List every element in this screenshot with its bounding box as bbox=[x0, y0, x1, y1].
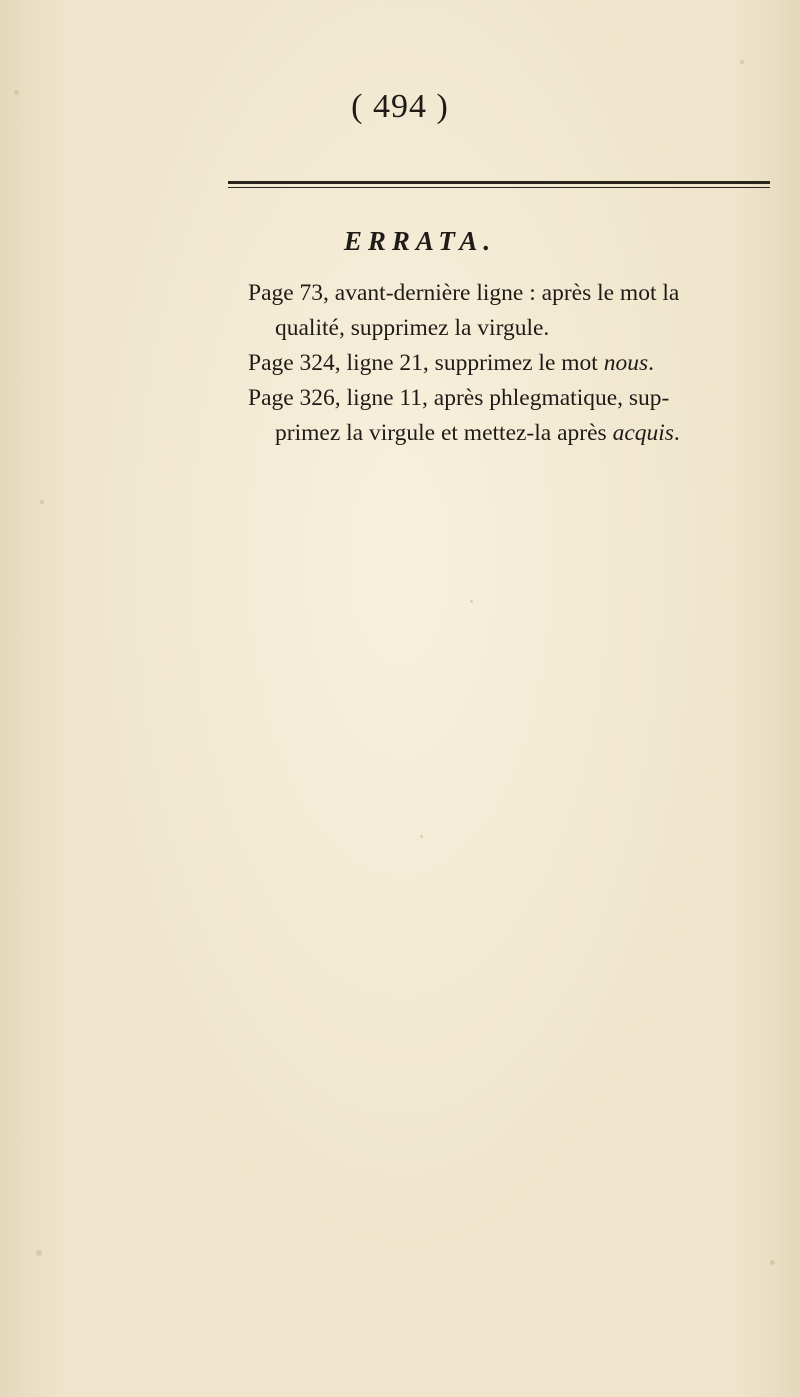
entry-line-text: primez la virgule et mettez-la après bbox=[275, 420, 613, 446]
errata-entry bbox=[248, 346, 778, 381]
paper-speck bbox=[740, 60, 744, 64]
errata-entry bbox=[248, 381, 778, 451]
paper-speck bbox=[770, 1260, 775, 1265]
entry-line-punct: . bbox=[673, 420, 680, 446]
entry-line: Page 326, ligne 11, après phlegmatique, sup- bbox=[248, 385, 670, 411]
paper-speck bbox=[420, 835, 423, 838]
entry-line-text: Page 324, ligne 21, supprimez le mot bbox=[248, 350, 604, 376]
paper-speck bbox=[40, 500, 44, 504]
entry-line: Page 73, avant-dernière ligne : après le mot la bbox=[248, 280, 680, 306]
paper-speck bbox=[36, 1250, 42, 1256]
errata-heading: ERRATA. bbox=[343, 226, 497, 256]
errata-list bbox=[248, 276, 778, 451]
paper-speck bbox=[470, 600, 473, 603]
double-rule bbox=[228, 180, 770, 190]
page-number: ( 494 ) bbox=[351, 88, 449, 125]
errata-entry bbox=[248, 276, 778, 346]
entry-line-continued: qualité, supprimez la virgule. bbox=[275, 315, 550, 341]
rule-thick-line bbox=[228, 181, 770, 184]
entry-line-continued bbox=[248, 416, 778, 451]
entry-italic-word: nous bbox=[603, 350, 649, 376]
entry-italic-word: acquis bbox=[612, 420, 674, 446]
entry-line-punct: . bbox=[648, 350, 654, 376]
rule-thin-line bbox=[228, 187, 770, 188]
